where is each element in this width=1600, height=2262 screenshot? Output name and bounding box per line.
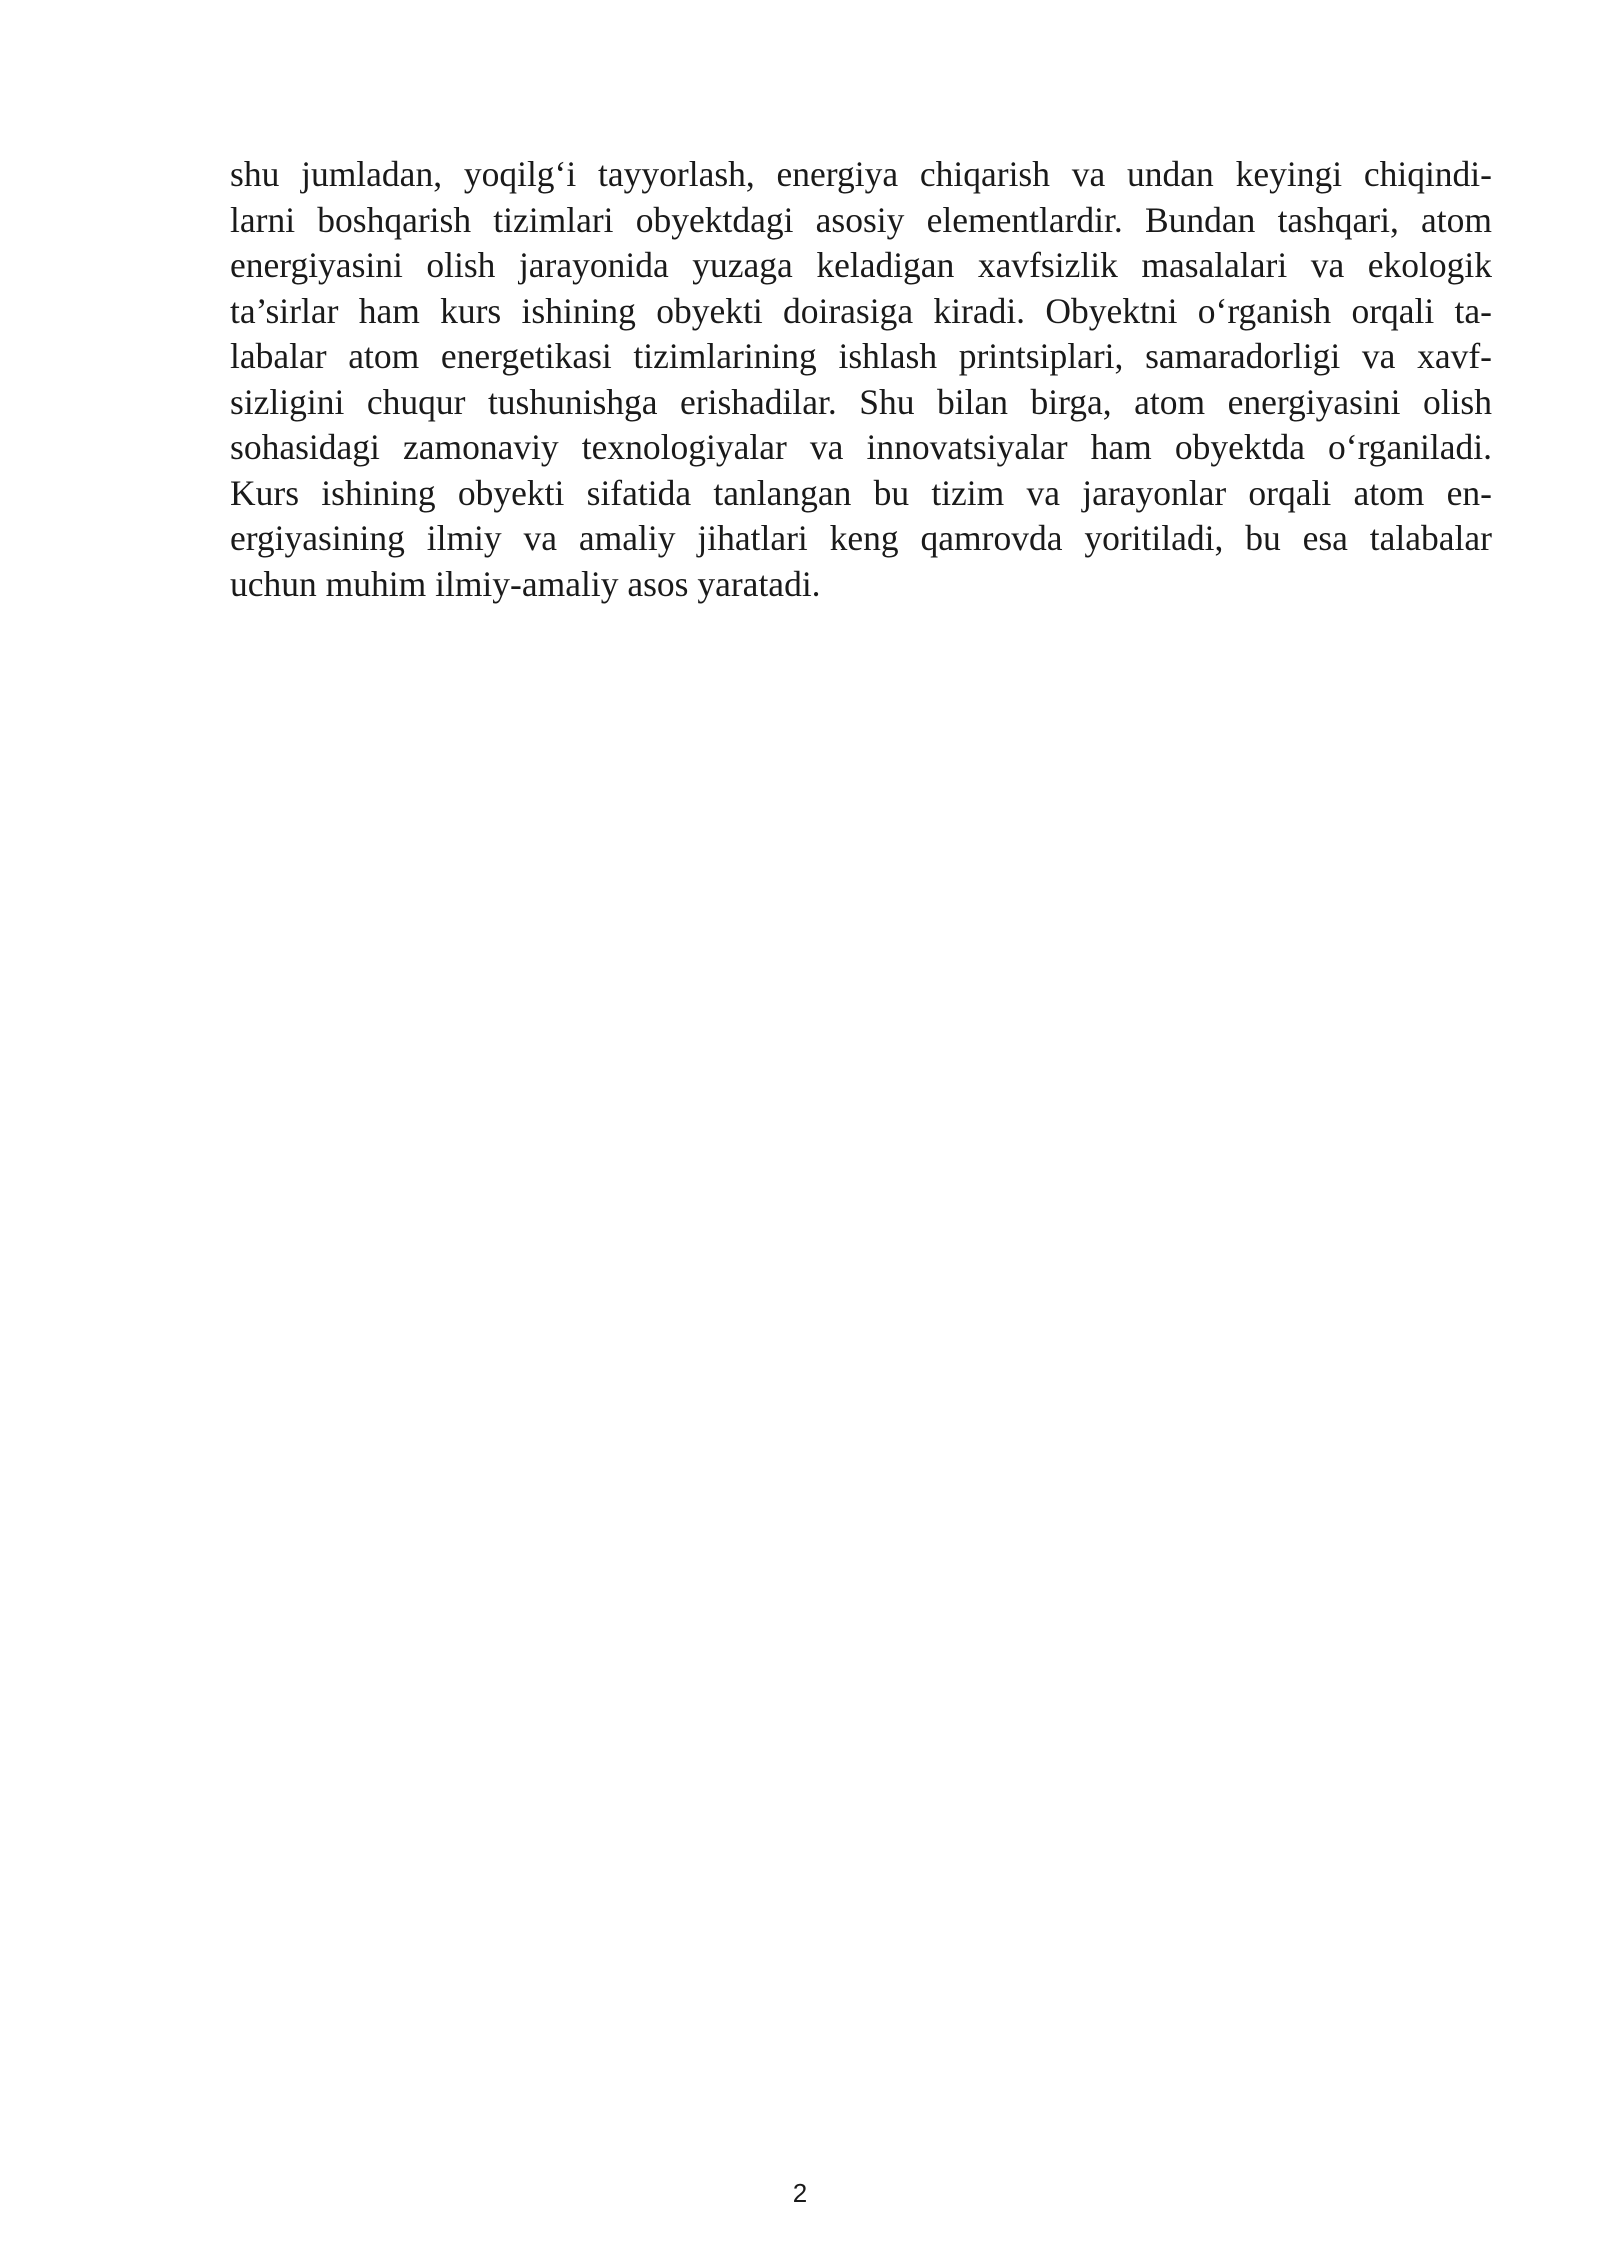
page-number: 2: [792, 2178, 808, 2208]
paragraph-line: energiyasini olish jarayonida yuzaga keladigan xavfsizlik masalalari va ekologik: [230, 245, 1492, 285]
paragraph-line: Kurs ishining obyekti sifatida tanlangan bu tizim va jarayonlar orqali atom en-: [230, 472, 1492, 513]
paragraph-line: sizligini chuqur tushunishga erishadilar. Shu bilan birga, atom energiyasini olish: [230, 381, 1492, 422]
paragraph-line-last: uchun muhim ilmiy-amaliy asos yaratadi.: [230, 563, 821, 604]
paragraph-line: larni boshqarish tizimlari obyektdagi asosiy elementlardir. Bundan tashqari, atom: [230, 199, 1492, 240]
paragraph-line: ta’sirlar ham kurs ishining obyekti doirasiga kiradi. Obyektni o‘rganish orqali ta-: [230, 290, 1492, 331]
body-paragraph: [230, 152, 1492, 607]
paragraph-line: labalar atom energetikasi tizimlarining ishlash printsiplari, samaradorligi va xavf-: [230, 336, 1492, 376]
paragraph-line: ergiyasining ilmiy va amaliy jihatlari keng qamrovda yoritiladi, bu esa talabalar: [230, 518, 1492, 558]
paragraph-line: shu jumladan, yoqilg‘i tayyorlash, energiya chiqarish va undan keyingi chiqindi-: [230, 154, 1492, 194]
paragraph-line: sohasidagi zamonaviy texnologiyalar va innovatsiyalar ham obyektda o‘rganiladi.: [230, 427, 1492, 467]
